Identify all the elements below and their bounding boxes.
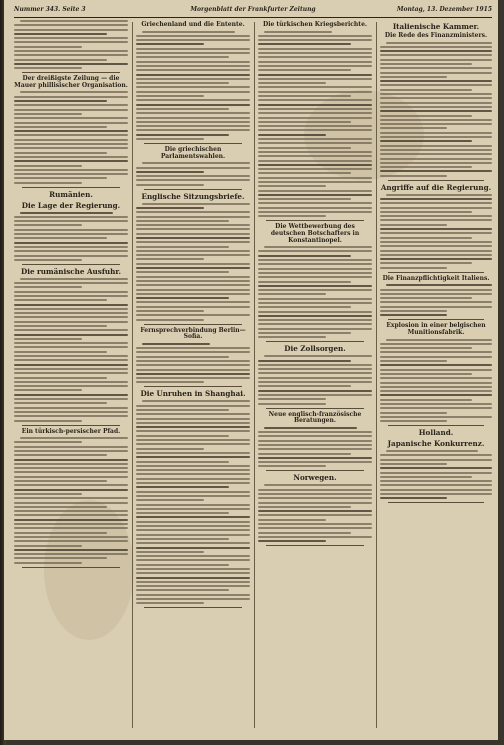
section-heading: Die griechischen Parlamentswahlen. [160,146,226,160]
article-body [14,20,128,69]
section-heading: Die Rede des Finanzministers. [384,31,488,39]
article-body [258,484,372,542]
section-heading: Die Unruhen in Shanghai. [140,389,246,399]
section-heading: Griechenland und die Entente. [141,21,245,28]
section-divider [144,386,242,387]
issue-date: Montag, 13. Dezember 1915 [396,6,492,13]
section-heading: Explosion in einer belgischen Munitionsfabrik. [386,322,486,336]
section-heading: Die türkischen Kriegsberichte. [263,21,367,28]
section-divider [266,545,364,546]
article-body [136,31,250,140]
section-divider [266,408,364,409]
section-divider [388,502,484,503]
article-body [136,400,250,604]
section-divider [388,272,484,273]
section-divider [144,189,242,190]
section-heading: Angriffe auf die Regierung. [380,182,492,192]
section-heading: Fernsprechverbindung Berlin—Sofia. [140,326,246,341]
section-divider [22,264,120,265]
article-body [258,31,372,218]
column-4 [380,20,492,730]
section-divider [144,607,242,608]
article-body [14,91,128,183]
section-heading: Rumänien. [49,189,93,199]
article-body [258,355,372,404]
article-body [14,212,128,261]
article-body [380,450,492,499]
section-heading: Die Zollsorgen. [284,344,346,354]
section-heading: Holland. [418,428,454,438]
column-3 [258,20,372,730]
section-divider [22,72,120,73]
article-body [380,194,492,269]
section-heading: Die Finanzpflichtigkeit Italiens. [382,274,490,282]
section-divider [266,341,364,342]
section-divider [144,143,242,144]
paper-title: Morgenblatt der Frankfurter Zeitung [190,6,316,13]
article-body [258,427,372,468]
article-body [258,246,372,338]
section-heading: Englische Sitzungsbriefe. [141,191,245,201]
section-heading: Italienische Kammer. [392,22,480,31]
section-divider [22,425,120,426]
section-heading: Neue englisch-französische Beratungen. [268,410,362,425]
section-heading: Die Wettbewerbung des deutschen Botschafters in Konstantinopel. [270,223,360,244]
article-body [380,339,492,423]
section-heading: Japanische Konkurrenz. [387,439,485,449]
section-divider [388,319,484,320]
article-body [136,343,250,384]
article-body [380,42,492,177]
newspaper-page [4,0,498,740]
section-divider [388,425,484,426]
column-2 [136,20,250,730]
section-heading: Norwegen. [293,473,337,483]
column-1 [14,20,128,730]
section-heading: Die rumänische Ausfuhr. [20,266,121,276]
section-divider [266,220,364,221]
section-heading: Ein türkisch-persischer Pfad. [21,427,121,435]
issue-label: Nummer 343. Seite 3 [14,6,86,13]
section-divider [22,567,120,568]
article-body [14,278,128,422]
article-body [380,284,492,316]
section-heading: Der dreißigste Zeilung — die Mauer phillisischer Organisation. [14,75,128,89]
section-divider [388,180,484,181]
article-body [136,162,250,185]
section-divider [22,187,120,188]
header-rule [14,17,492,18]
page-header [14,4,492,16]
article-body [14,437,128,564]
section-divider [144,324,242,325]
section-heading: Die Lage der Regierung. [21,200,121,210]
section-divider [266,470,364,471]
article-body [136,203,250,321]
